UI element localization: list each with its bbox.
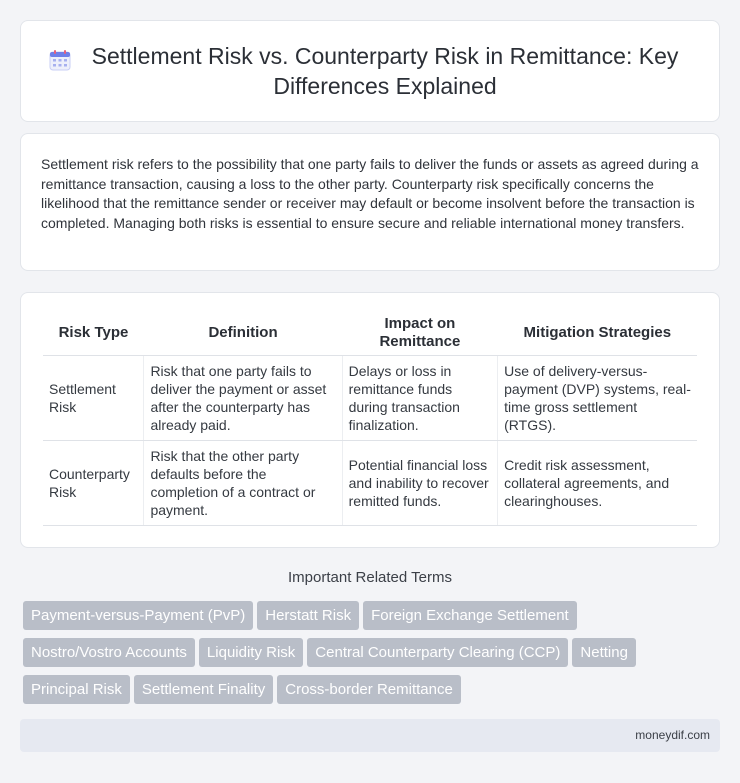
column-header: Mitigation Strategies	[498, 311, 697, 356]
table-cell: Risk that one party fails to deliver the payment or asset after the counterparty has already paid.	[144, 356, 342, 441]
title-card	[20, 20, 720, 122]
site-name[interactable]: moneydif.com	[635, 728, 710, 742]
footer	[20, 719, 720, 752]
table-cell: Credit risk assessment, collateral agreements, and clearinghouses.	[498, 441, 697, 526]
table-cell: Use of delivery-versus-payment (DVP) systems, real-time gross settlement (RTGS).	[498, 356, 697, 441]
table-cell: Potential financial loss and inability to recover remitted funds.	[342, 441, 498, 526]
related-term-tag[interactable]: Herstatt Risk	[257, 601, 359, 630]
table-row	[43, 356, 697, 441]
intro-text: Settlement risk refers to the possibility that one party fails to deliver the funds or assets as agreed during a remittance transaction, causing a loss to the other party. Counterparty risk specifically concerns the likelihood that the remittance sender or receiver may default or become insolvent before the transaction is completed. Managing both risks is essential to ensure secure and reliable international money transfers.	[41, 156, 699, 231]
intro-card	[20, 133, 720, 271]
table-cell: Counterparty Risk	[43, 441, 144, 526]
related-terms-list	[23, 601, 723, 712]
related-terms-title: Important Related Terms	[288, 569, 452, 586]
related-term-tag[interactable]: Liquidity Risk	[199, 638, 303, 667]
table-cell: Delays or loss in remittance funds during transaction finalization.	[342, 356, 498, 441]
column-header: Impact on Remittance	[342, 311, 498, 356]
table-header-row	[43, 311, 697, 356]
calendar-icon	[49, 49, 71, 71]
related-term-tag[interactable]: Payment-versus-Payment (PvP)	[23, 601, 253, 630]
column-header: Definition	[144, 311, 342, 356]
related-term-tag[interactable]: Foreign Exchange Settlement	[363, 601, 577, 630]
table-card	[20, 292, 720, 548]
comparison-table	[43, 311, 697, 526]
column-header: Risk Type	[43, 311, 144, 356]
related-term-tag[interactable]: Settlement Finality	[134, 675, 273, 704]
table-cell: Settlement Risk	[43, 356, 144, 441]
page-title: Settlement Risk vs. Counterparty Risk in Remittance: Key Differences Explained	[91, 43, 679, 99]
related-term-tag[interactable]: Central Counterparty Clearing (CCP)	[307, 638, 568, 667]
table-row	[43, 441, 697, 526]
related-term-tag[interactable]: Netting	[572, 638, 636, 667]
table-cell: Risk that the other party defaults before the completion of a contract or payment.	[144, 441, 342, 526]
related-term-tag[interactable]: Principal Risk	[23, 675, 130, 704]
related-term-tag[interactable]: Nostro/Vostro Accounts	[23, 638, 195, 667]
related-term-tag[interactable]: Cross-border Remittance	[277, 675, 461, 704]
